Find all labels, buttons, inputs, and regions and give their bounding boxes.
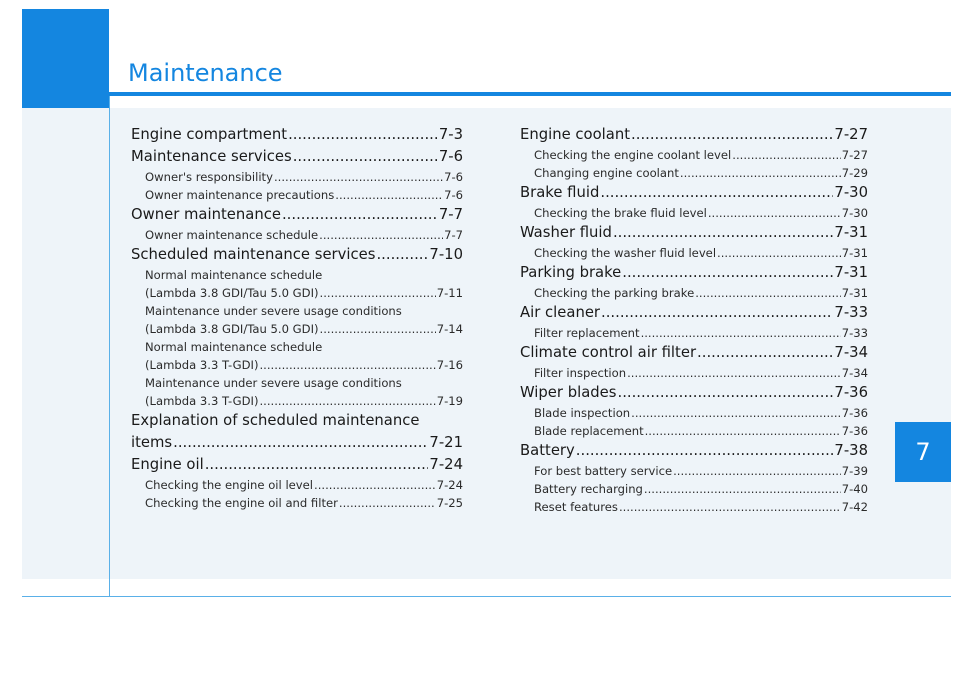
entry-title: Air cleaner bbox=[520, 304, 601, 321]
toc-subentry[interactable] bbox=[520, 462, 868, 480]
dot-leader bbox=[717, 244, 841, 262]
toc-subentry[interactable] bbox=[131, 168, 463, 186]
dot-leader bbox=[673, 462, 841, 480]
margin-rule bbox=[109, 96, 110, 597]
toc-subentry[interactable] bbox=[131, 226, 463, 244]
toc-left-column bbox=[131, 124, 463, 512]
dot-leader bbox=[627, 364, 841, 382]
dot-leader bbox=[376, 244, 428, 266]
entry-title: Checking the brake fluid level bbox=[534, 206, 707, 220]
dot-leader bbox=[335, 186, 443, 204]
dot-leader bbox=[576, 440, 834, 462]
entry-title: Engine compartment bbox=[131, 126, 288, 143]
entry-page: 7-40 bbox=[841, 482, 868, 496]
toc-subentry[interactable] bbox=[520, 404, 868, 422]
toc-subentry[interactable] bbox=[520, 284, 868, 302]
toc-entry[interactable] bbox=[520, 302, 868, 324]
entry-page: 7-31 bbox=[841, 246, 868, 260]
entry-title: Engine coolant bbox=[520, 126, 631, 143]
toc-entry[interactable] bbox=[131, 146, 463, 168]
entry-title: Battery recharging bbox=[534, 482, 643, 496]
chapter-tab[interactable]: 7 bbox=[895, 422, 951, 482]
toc-subentry[interactable] bbox=[520, 146, 868, 164]
entry-page: 7-6 bbox=[444, 170, 463, 184]
entry-page: 7-30 bbox=[834, 184, 868, 201]
entry-title: Blade replacement bbox=[534, 424, 644, 438]
entry-title: Maintenance services bbox=[131, 148, 292, 165]
entry-title: Battery bbox=[520, 442, 575, 459]
toc-subentry[interactable] bbox=[520, 164, 868, 182]
dot-leader bbox=[288, 124, 438, 146]
entry-title: items bbox=[131, 434, 173, 451]
dot-leader bbox=[274, 168, 443, 186]
entry-page: 7-11 bbox=[436, 286, 463, 300]
entry-title: Checking the engine oil and filter bbox=[145, 496, 338, 510]
entry-title: Changing engine coolant bbox=[534, 166, 679, 180]
entry-page: 7-36 bbox=[841, 406, 868, 420]
entry-page: 7-24 bbox=[429, 456, 463, 473]
entry-title-line[interactable] bbox=[131, 432, 463, 454]
entry-page: 7-34 bbox=[841, 366, 868, 380]
toc-entry[interactable] bbox=[520, 222, 868, 244]
entry-title: Filter replacement bbox=[534, 326, 640, 340]
dot-leader bbox=[613, 222, 833, 244]
entry-title: Checking the parking brake bbox=[534, 286, 695, 300]
entry-title: Owner maintenance schedule bbox=[145, 228, 319, 242]
entry-title: Blade inspection bbox=[534, 406, 631, 420]
entry-page: 7-39 bbox=[841, 464, 868, 478]
entry-title: (Lambda 3.3 T-GDI) bbox=[145, 394, 259, 408]
entry-page: 7-27 bbox=[841, 148, 868, 162]
dot-leader bbox=[320, 320, 436, 338]
toc-subentry[interactable] bbox=[520, 244, 868, 262]
toc-entry[interactable] bbox=[131, 124, 463, 146]
dot-leader bbox=[631, 124, 833, 146]
dot-leader bbox=[173, 432, 428, 454]
dot-leader bbox=[619, 498, 841, 516]
dot-leader bbox=[600, 182, 833, 204]
entry-title: (Lambda 3.8 GDI/Tau 5.0 GDI) bbox=[145, 322, 319, 336]
entry-page: 7-24 bbox=[436, 478, 463, 492]
dot-leader bbox=[622, 262, 833, 284]
toc-entry[interactable] bbox=[131, 410, 463, 454]
toc-entry[interactable] bbox=[520, 182, 868, 204]
toc-subentry[interactable] bbox=[520, 324, 868, 342]
dot-leader bbox=[293, 146, 438, 168]
footer-rule bbox=[22, 596, 951, 597]
entry-page: 7-19 bbox=[436, 394, 463, 408]
entry-title: Checking the washer fluid level bbox=[534, 246, 717, 260]
entry-page: 7-27 bbox=[834, 126, 868, 143]
entry-title: (Lambda 3.3 T-GDI) bbox=[145, 358, 259, 372]
toc-subentry[interactable] bbox=[520, 498, 868, 516]
entry-title-line[interactable] bbox=[131, 392, 463, 410]
entry-title: Checking the engine oil level bbox=[145, 478, 314, 492]
dot-leader bbox=[205, 454, 429, 476]
entry-page: 7-36 bbox=[841, 424, 868, 438]
entry-page: 7-34 bbox=[834, 344, 868, 361]
entry-title-line: Normal maintenance schedule bbox=[145, 268, 323, 282]
toc-subentry[interactable] bbox=[131, 266, 463, 302]
entry-page: 7-33 bbox=[834, 304, 868, 321]
entry-title-line: Normal maintenance schedule bbox=[145, 340, 323, 354]
entry-page: 7-6 bbox=[444, 188, 463, 202]
dot-leader bbox=[601, 302, 833, 324]
toc-entry[interactable] bbox=[131, 244, 463, 266]
entry-title-line[interactable] bbox=[131, 284, 463, 302]
entry-title-line[interactable] bbox=[131, 356, 463, 374]
toc-subentry[interactable] bbox=[520, 364, 868, 382]
entry-page: 7-30 bbox=[841, 206, 868, 220]
dot-leader bbox=[282, 204, 438, 226]
dot-leader bbox=[680, 164, 841, 182]
toc-entry[interactable] bbox=[131, 204, 463, 226]
entry-title-line: Maintenance under severe usage conditions bbox=[145, 304, 402, 318]
entry-title-line[interactable] bbox=[131, 320, 463, 338]
entry-title: (Lambda 3.8 GDI/Tau 5.0 GDI) bbox=[145, 286, 319, 300]
entry-title: Washer fluid bbox=[520, 224, 612, 241]
entry-title-line: Explanation of scheduled maintenance bbox=[131, 412, 420, 429]
entry-title: Scheduled maintenance services bbox=[131, 246, 376, 263]
entry-title: Reset features bbox=[534, 500, 618, 514]
page-title: Maintenance bbox=[128, 59, 283, 87]
entry-title: Climate control air filter bbox=[520, 344, 697, 361]
header-color-block bbox=[22, 9, 109, 108]
dot-leader bbox=[319, 226, 443, 244]
dot-leader bbox=[260, 356, 436, 374]
entry-page: 7-7 bbox=[444, 228, 463, 242]
dot-leader bbox=[260, 392, 436, 410]
toc-entry[interactable] bbox=[520, 382, 868, 404]
dot-leader bbox=[339, 494, 436, 512]
dot-leader bbox=[732, 146, 840, 164]
toc-subentry[interactable] bbox=[131, 302, 463, 338]
dot-leader bbox=[645, 422, 841, 440]
entry-title: Brake fluid bbox=[520, 184, 600, 201]
entry-page: 7-21 bbox=[429, 434, 463, 451]
dot-leader bbox=[617, 382, 833, 404]
entry-page: 7-25 bbox=[436, 496, 463, 510]
entry-title: Engine oil bbox=[131, 456, 204, 473]
entry-page: 7-33 bbox=[841, 326, 868, 340]
entry-title: For best battery service bbox=[534, 464, 673, 478]
entry-page: 7-36 bbox=[834, 384, 868, 401]
entry-title: Filter inspection bbox=[534, 366, 627, 380]
entry-title-line: Maintenance under severe usage conditions bbox=[145, 376, 402, 390]
dot-leader bbox=[708, 204, 841, 222]
toc-subentry[interactable] bbox=[131, 374, 463, 410]
entry-title: Owner maintenance precautions bbox=[145, 188, 335, 202]
entry-page: 7-6 bbox=[438, 148, 463, 165]
entry-page: 7-7 bbox=[438, 206, 463, 223]
header-rule bbox=[109, 92, 951, 96]
entry-page: 7-31 bbox=[834, 264, 868, 281]
toc-subentry[interactable] bbox=[520, 480, 868, 498]
toc-subentry[interactable] bbox=[520, 422, 868, 440]
entry-title: Owner's responsibility bbox=[145, 170, 273, 184]
entry-page: 7-10 bbox=[429, 246, 463, 263]
entry-title: Wiper blades bbox=[520, 384, 617, 401]
entry-page: 7-42 bbox=[841, 500, 868, 514]
toc-entry[interactable] bbox=[520, 124, 868, 146]
dot-leader bbox=[314, 476, 436, 494]
toc-subentry[interactable] bbox=[131, 476, 463, 494]
toc-entry[interactable] bbox=[131, 454, 463, 476]
entry-page: 7-3 bbox=[438, 126, 463, 143]
dot-leader bbox=[631, 404, 841, 422]
toc-entry[interactable] bbox=[520, 440, 868, 462]
entry-title: Parking brake bbox=[520, 264, 622, 281]
dot-leader bbox=[644, 480, 841, 498]
entry-page: 7-31 bbox=[834, 224, 868, 241]
entry-title: Checking the engine coolant level bbox=[534, 148, 732, 162]
entry-page: 7-16 bbox=[436, 358, 463, 372]
toc-subentry[interactable] bbox=[131, 338, 463, 374]
entry-page: 7-29 bbox=[841, 166, 868, 180]
toc-subentry[interactable] bbox=[131, 186, 463, 204]
toc-right-column bbox=[520, 124, 868, 516]
entry-page: 7-14 bbox=[436, 322, 463, 336]
entry-page: 7-31 bbox=[841, 286, 868, 300]
toc-entry[interactable] bbox=[520, 262, 868, 284]
dot-leader bbox=[695, 284, 840, 302]
entry-page: 7-38 bbox=[834, 442, 868, 459]
dot-leader bbox=[320, 284, 436, 302]
dot-leader bbox=[641, 324, 841, 342]
toc-entry[interactable] bbox=[520, 342, 868, 364]
entry-title: Owner maintenance bbox=[131, 206, 281, 223]
toc-subentry[interactable] bbox=[131, 494, 463, 512]
dot-leader bbox=[697, 342, 833, 364]
toc-subentry[interactable] bbox=[520, 204, 868, 222]
